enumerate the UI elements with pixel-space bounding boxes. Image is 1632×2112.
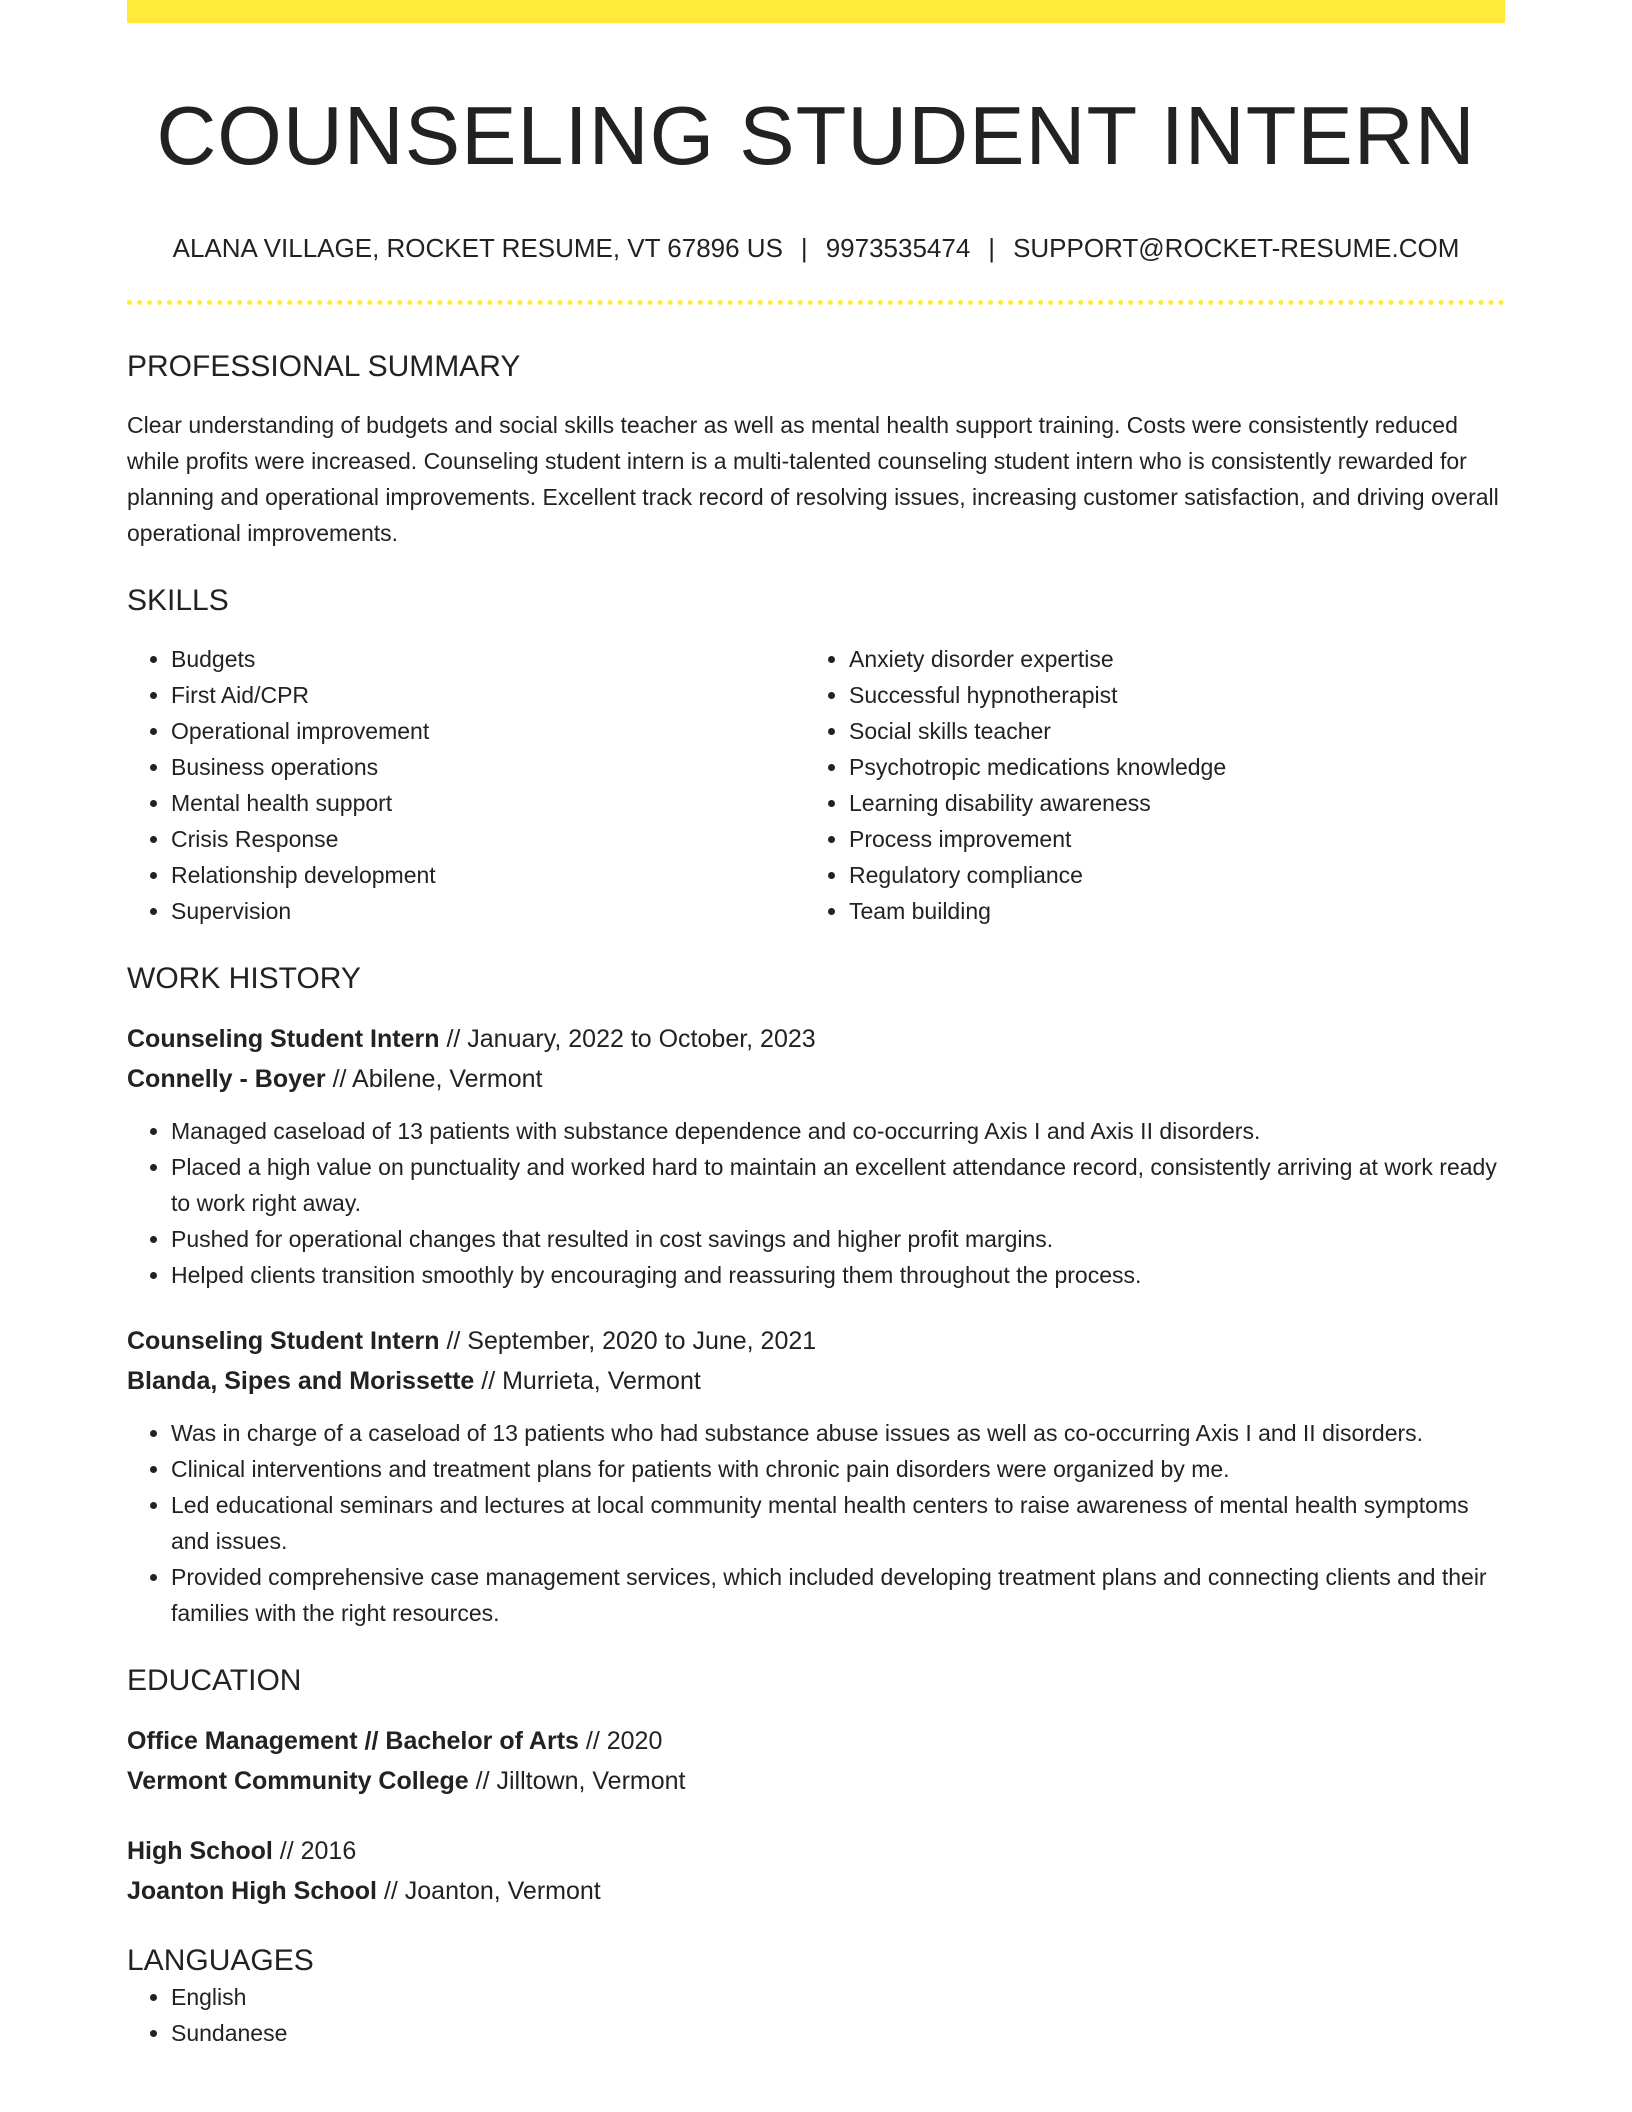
education-location: // Jilltown, Vermont bbox=[468, 1766, 686, 1795]
education-degree: High School bbox=[127, 1836, 273, 1865]
education-school: Vermont Community College bbox=[127, 1766, 469, 1795]
job-company-line bbox=[127, 1361, 1505, 1401]
language-item: • English bbox=[171, 1979, 1505, 2015]
skill-item: • Supervision bbox=[171, 893, 805, 929]
skill-item: • Psychotropic medications knowledge bbox=[849, 749, 1483, 785]
languages-heading: LANGUAGES bbox=[127, 1943, 314, 1977]
job-title-line bbox=[127, 1019, 1505, 1059]
skills-grid bbox=[127, 641, 1505, 929]
job-entry bbox=[127, 1321, 1505, 1631]
education-entry bbox=[127, 1721, 1505, 1801]
skill-item: • Business operations bbox=[171, 749, 805, 785]
skill-item: • Successful hypnotherapist bbox=[849, 677, 1483, 713]
contact-separator: | bbox=[800, 232, 808, 263]
skill-item: • Anxiety disorder expertise bbox=[849, 641, 1483, 677]
job-bullet: • Provided comprehensive case management services, which included developing treatment plans and connecting clients and their families with the right resources. bbox=[171, 1559, 1505, 1631]
language-item: • Sundanese bbox=[171, 2015, 1505, 2051]
contact-phone: 9973535474 bbox=[825, 232, 971, 263]
education-school: Joanton High School bbox=[127, 1876, 377, 1905]
job-location: // Murrieta, Vermont bbox=[474, 1366, 701, 1395]
skill-item: • Process improvement bbox=[849, 821, 1483, 857]
education-heading: EDUCATION bbox=[127, 1663, 302, 1697]
job-title: Counseling Student Intern bbox=[127, 1024, 440, 1053]
contact-address: ALANA VILLAGE, ROCKET RESUME, VT 67896 US bbox=[172, 232, 783, 263]
job-dates: // January, 2022 to October, 2023 bbox=[439, 1024, 816, 1053]
skill-item: • Mental health support bbox=[171, 785, 805, 821]
job-bullet: • Was in charge of a caseload of 13 patients who had substance abuse issues as well as co-occurring Axis I and II disorders. bbox=[171, 1415, 1505, 1451]
skill-item: • Social skills teacher bbox=[849, 713, 1483, 749]
job-bullet: • Pushed for operational changes that resulted in cost savings and higher profit margins. bbox=[171, 1221, 1505, 1257]
job-entry bbox=[127, 1019, 1505, 1293]
job-bullet: • Led educational seminars and lectures at local community mental health centers to raise awareness of mental health symptoms and issues. bbox=[171, 1487, 1505, 1559]
contact-email: SUPPORT@ROCKET-RESUME.COM bbox=[1013, 232, 1460, 263]
dotted-divider bbox=[127, 300, 1505, 305]
summary-heading: PROFESSIONAL SUMMARY bbox=[127, 349, 521, 383]
skill-item: • Team building bbox=[849, 893, 1483, 929]
top-accent-bar bbox=[127, 0, 1505, 23]
job-bullets bbox=[127, 1415, 1505, 1631]
contact-line bbox=[127, 233, 1505, 264]
skill-item: • Relationship development bbox=[171, 857, 805, 893]
skills-heading: SKILLS bbox=[127, 583, 229, 617]
education-degree: Office Management // Bachelor of Arts bbox=[127, 1726, 579, 1755]
job-bullet: • Placed a high value on punctuality and worked hard to maintain an excellent attendance record, consistently arriving at work ready to work right away. bbox=[171, 1149, 1505, 1221]
skill-item: • Crisis Response bbox=[171, 821, 805, 857]
job-company: Blanda, Sipes and Morissette bbox=[127, 1366, 475, 1395]
job-company: Connelly - Boyer bbox=[127, 1064, 326, 1093]
education-entry bbox=[127, 1831, 1505, 1911]
skills-left-list bbox=[127, 641, 805, 929]
skill-item: • Regulatory compliance bbox=[849, 857, 1483, 893]
contact-separator: | bbox=[988, 232, 996, 263]
job-title: Counseling Student Intern bbox=[127, 1326, 440, 1355]
education-school-line bbox=[127, 1761, 1505, 1801]
job-title-line bbox=[127, 1321, 1505, 1361]
work-history-heading: WORK HISTORY bbox=[127, 961, 361, 995]
job-location: // Abilene, Vermont bbox=[325, 1064, 543, 1093]
job-company-line bbox=[127, 1059, 1505, 1099]
skills-right-list bbox=[805, 641, 1483, 929]
skill-item: • Operational improvement bbox=[171, 713, 805, 749]
education-year: // 2016 bbox=[272, 1836, 357, 1865]
education-degree-line bbox=[127, 1721, 1505, 1761]
job-bullet: • Clinical interventions and treatment plans for patients with chronic pain disorders were organized by me. bbox=[171, 1451, 1505, 1487]
job-dates: // September, 2020 to June, 2021 bbox=[439, 1326, 817, 1355]
education-year: // 2020 bbox=[578, 1726, 663, 1755]
resume-title: COUNSELING STUDENT INTERN bbox=[156, 89, 1476, 182]
skill-item: • First Aid/CPR bbox=[171, 677, 805, 713]
job-bullets bbox=[127, 1113, 1505, 1293]
education-school-line bbox=[127, 1871, 1505, 1911]
resume-page bbox=[127, 0, 1505, 2051]
summary-text: Clear understanding of budgets and social skills teacher as well as mental health support training. Costs were consistently reduced while profits were increased. Counseling student intern is a multi-talented counseling student intern who is consistently rewarded for planning and operational improvements. Excellent track record of resolving issues, increasing customer satisfaction, and driving overall operational improvements. bbox=[127, 411, 1499, 546]
job-bullet: • Helped clients transition smoothly by encouraging and reassuring them throughout the process. bbox=[171, 1257, 1505, 1293]
skill-item: • Learning disability awareness bbox=[849, 785, 1483, 821]
education-location: // Joanton, Vermont bbox=[377, 1876, 601, 1905]
job-bullet: • Managed caseload of 13 patients with substance dependence and co-occurring Axis I and Axis II disorders. bbox=[171, 1113, 1505, 1149]
languages-list bbox=[127, 1979, 1505, 2051]
education-degree-line bbox=[127, 1831, 1505, 1871]
skill-item: • Budgets bbox=[171, 641, 805, 677]
